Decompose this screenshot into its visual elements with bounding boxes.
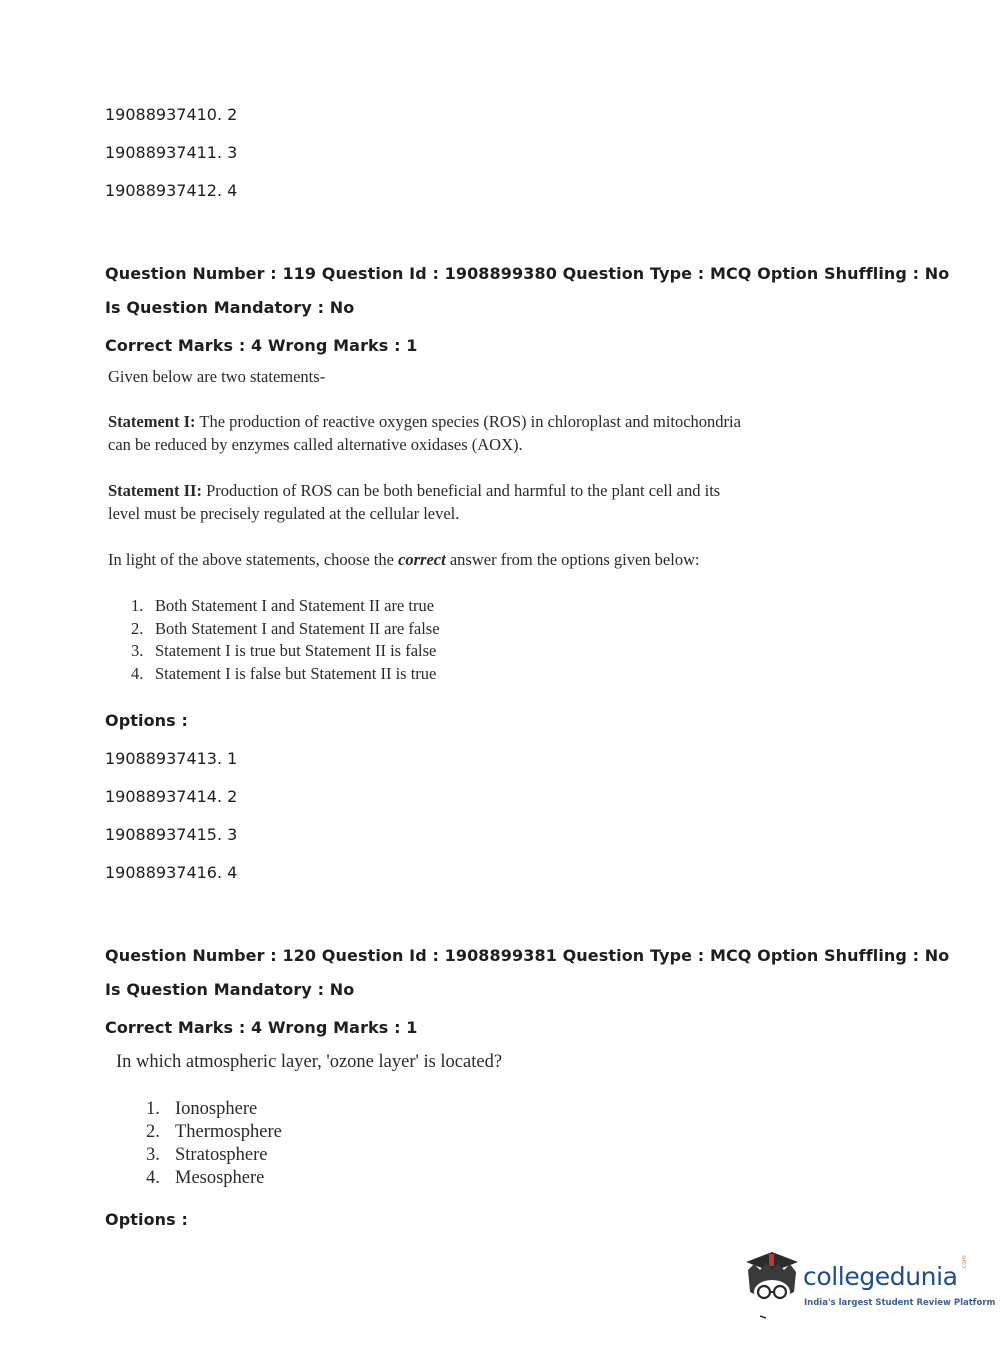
choice-item — [146, 1167, 282, 1190]
choice-text: Statement I is true but Statement II is false — [155, 641, 437, 661]
question-prompt — [108, 549, 700, 571]
choice-item — [146, 1098, 282, 1121]
question-header: Question Number : 119 Question Id : 1908899380 Question Type : MCQ Option Shuffling : No — [105, 264, 950, 283]
statement-1-label: Statement I: — [108, 412, 196, 431]
choice-text: Both Statement I and Statement II are true — [155, 596, 435, 615]
collegedunia-logo-suffix: .com — [961, 1255, 968, 1270]
statement-2-label: Statement II: — [108, 481, 202, 500]
choice-number: 1. — [146, 1099, 160, 1119]
choice-text: Thermosphere — [175, 1122, 282, 1142]
prompt-after: answer from the options given below: — [445, 550, 700, 569]
statement-1-line1: The production of reactive oxygen species (ROS) in chloroplast and mitochondria — [199, 412, 741, 431]
choice-list — [131, 595, 440, 686]
choice-item — [146, 1144, 282, 1167]
statement-1-cont: can be reduced by enzymes called alternative oxidases (AOX). — [108, 435, 523, 454]
option-line: 19088937416. 4 — [105, 863, 238, 882]
statement-1 — [108, 411, 741, 433]
question-mandatory: Is Question Mandatory : No — [105, 980, 355, 999]
question-text: In which atmospheric layer, 'ozone layer' is located? — [116, 1052, 503, 1072]
options-label: Options : — [105, 711, 188, 730]
choice-item — [131, 640, 440, 663]
choice-number: 2. — [146, 1122, 160, 1142]
question-intro: Given below are two statements- — [108, 367, 326, 386]
choice-number: 4. — [146, 1168, 160, 1188]
option-line: 19088937415. 3 — [105, 825, 238, 844]
choice-number: 3. — [131, 641, 144, 661]
option-line: 19088937410. 2 — [105, 105, 238, 124]
choice-text: Stratosphere — [175, 1145, 268, 1165]
question-mandatory: Is Question Mandatory : No — [105, 298, 355, 317]
statement-2-line1: Production of ROS can be both beneficial and harmful to the plant cell and its — [206, 481, 721, 500]
choice-number: 4. — [131, 664, 144, 684]
choice-number: 3. — [146, 1145, 160, 1165]
choice-item — [146, 1121, 282, 1144]
question-marks: Correct Marks : 4 Wrong Marks : 1 — [105, 1018, 418, 1037]
option-line: 19088937414. 2 — [105, 787, 238, 806]
option-line: 19088937411. 3 — [105, 143, 238, 162]
question-header: Question Number : 120 Question Id : 1908899381 Question Type : MCQ Option Shuffling : No — [105, 946, 950, 965]
statement-2 — [108, 480, 720, 502]
choice-text: Ionosphere — [175, 1099, 258, 1119]
collegedunia-tagline: India's largest Student Review Platform — [804, 1298, 996, 1308]
options-label: Options : — [105, 1210, 188, 1229]
option-line: 19088937413. 1 — [105, 749, 238, 768]
question-marks: Correct Marks : 4 Wrong Marks : 1 — [105, 336, 418, 355]
choice-item — [131, 663, 440, 686]
choice-item — [131, 595, 440, 618]
choice-number: 1. — [131, 596, 144, 615]
choice-text: Mesosphere — [175, 1168, 265, 1188]
choice-number: 2. — [131, 618, 144, 638]
prompt-before: In light of the above statements, choose the — [108, 550, 399, 569]
option-line: 19088937412. 4 — [105, 181, 238, 200]
statement-2-cont: level must be precisely regulated at the cellular level. — [108, 504, 460, 523]
choice-list — [146, 1098, 282, 1190]
collegedunia-logo-text: collegedunia — [803, 1262, 958, 1291]
choice-text: Statement I is false but Statement II is true — [155, 664, 437, 684]
choice-item — [131, 618, 440, 641]
choice-text: Both Statement I and Statement II are false — [155, 618, 440, 638]
prompt-emphasis: correct — [398, 550, 446, 569]
